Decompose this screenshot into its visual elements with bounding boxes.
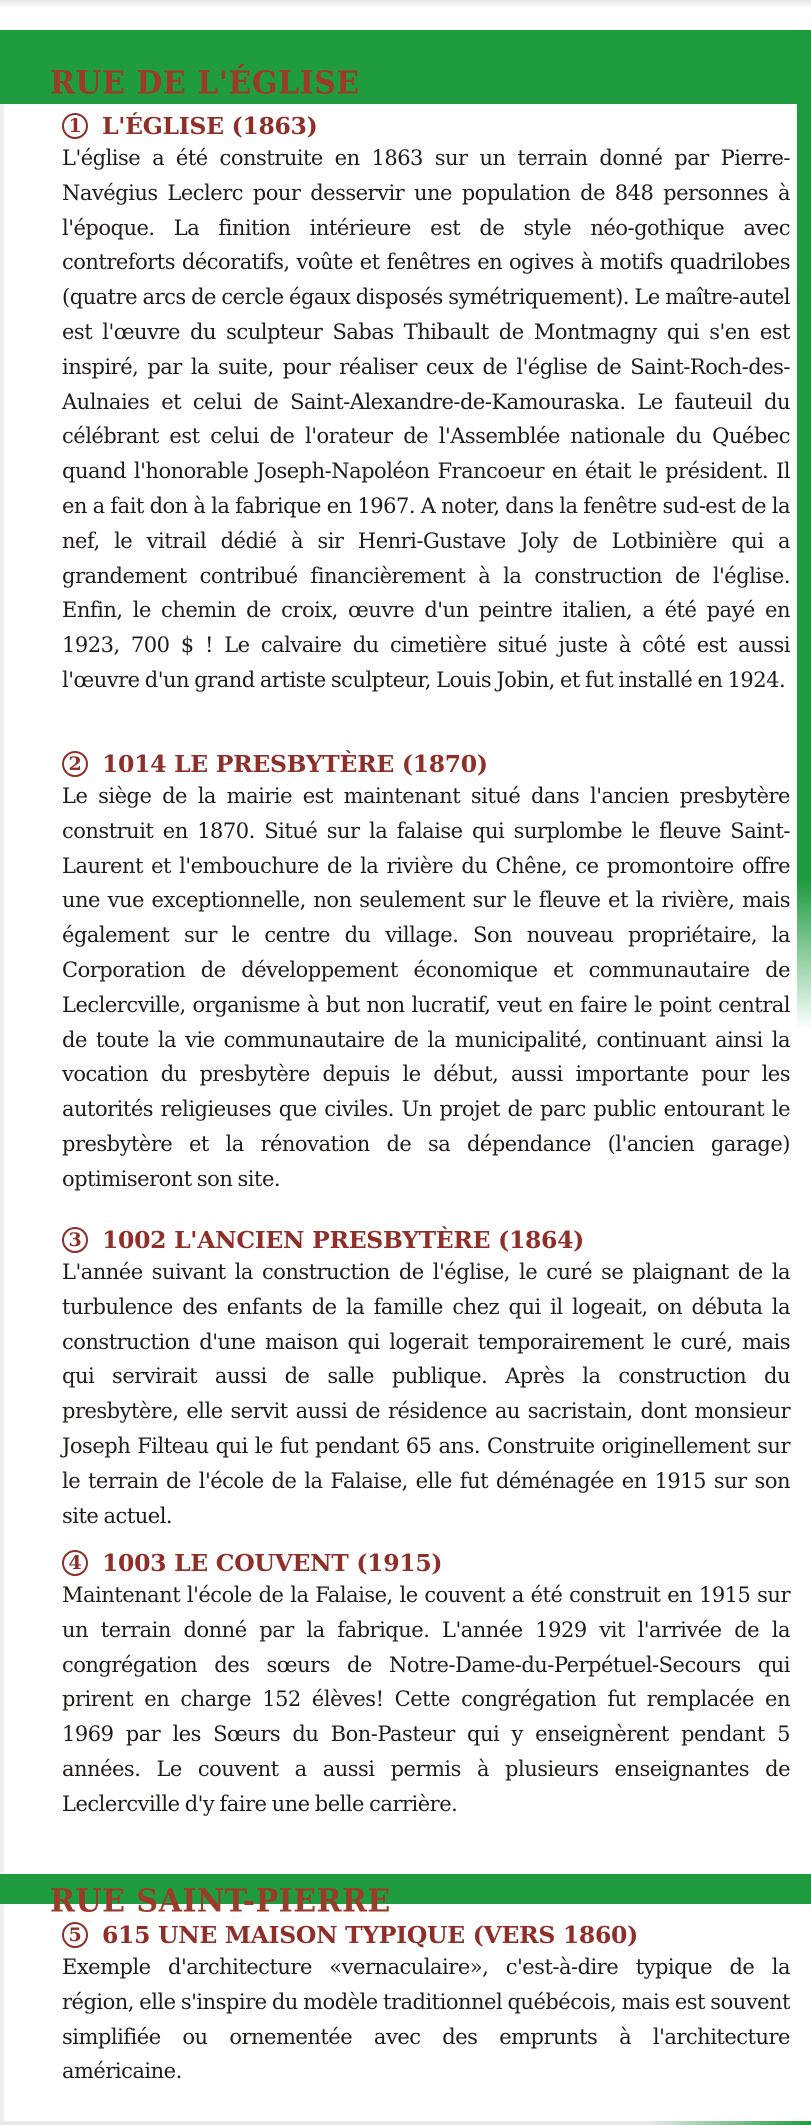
section-couvent bbox=[62, 1548, 790, 1822]
section-heading bbox=[62, 1548, 790, 1578]
page-left-edge bbox=[0, 30, 4, 2125]
page-bottom-edge bbox=[0, 2121, 811, 2125]
section-heading-text: 1014 LE PRESBYTÈRE (1870) bbox=[102, 750, 488, 778]
section-heading-text: 1002 L'ANCIEN PRESBYTÈRE (1864) bbox=[102, 1226, 584, 1254]
section-body: Exemple d'architecture «vernaculaire», c'est-à-dire typique de la région, elle s'inspire du modèle traditionnel québécois, mais est souvent simplifiée ou ornementée avec des emprunts à l'architecture américaine. bbox=[62, 1955, 790, 2084]
circled-number-icon: 5 bbox=[62, 1922, 88, 1948]
section-presbytere bbox=[62, 749, 790, 1197]
circled-number-icon: 4 bbox=[62, 1550, 88, 1576]
circled-number-icon: 3 bbox=[62, 1227, 88, 1253]
section-l-eglise bbox=[62, 111, 790, 698]
circled-number-icon: 2 bbox=[62, 751, 88, 777]
section-ancien-presbytere bbox=[62, 1225, 790, 1533]
circled-number-icon: 1 bbox=[62, 113, 88, 139]
section-heading-text: 615 UNE MAISON TYPIQUE (VERS 1860) bbox=[102, 1921, 638, 1949]
section-body: L'église a été construite en 1863 sur un terrain donné par Pierre-Navégius Leclerc pour desservir une population de 848 personnes à l'époque. La finition intérieure est de style néo-gothique avec contreforts décoratifs, voûte et fenêtres en ogives à motifs quadrilobes (quatre arcs de cercle égaux disposés symétriquement). Le maître-autel est l'œuvre du sculpteur Sabas Thibault de Montmagny qui s'en est inspiré, par la suite, pour réaliser ceux de l'église de Saint-Roch-des-Aulnaies et celui de Saint-Alexandre-de-Kamouraska. Le fauteuil du célébrant est celui de l'orateur de l'Assemblée nationale du Québec quand l'honorable Joseph-Napoléon Francoeur en était le président. Il en a fait don à la fabrique en 1967. A noter, dans la fenêtre sud-est de la nef, le vitrail dédié à sir Henri-Gustave Joly de Lotbinière qui a grandement contribué financièrement à la construction de l'église. Enfin, le chemin de croix, œuvre d'un peintre italien, a été payé en 1923, 700 $ ! Le calvaire du cimetière situé juste à côté est aussi l'œuvre d'un grand artiste sculpteur, Louis Jobin, et fut installé en 1924. bbox=[62, 146, 790, 692]
section-body: Maintenant l'école de la Falaise, le couvent a été construit en 1915 sur un terrain donné par la fabrique. L'année 1929 vit l'arrivée de la congrégation des sœurs de Notre-Dame-du-Perpétuel-Secours qui prirent en charge 152 élèves! Cette congrégation fut remplacée en 1969 par les Sœurs du Bon-Pasteur qui y enseignèrent pendant 5 années. Le couvent a aussi permis à plusieurs enseignantes de Leclercville d'y faire une belle carrière. bbox=[62, 1583, 790, 1816]
section-heading-text: L'ÉGLISE (1863) bbox=[102, 112, 318, 140]
section-body: L'année suivant la construction de l'église, le curé se plaignant de la turbulence des enfants de la famille chez qui il logeait, on débuta la construction d'une maison qui logerait temporairement le curé, mais qui servirait aussi de salle publique. Après la construction du presbytère, elle servit aussi de résidence au sacristain, dont monsieur Joseph Filteau qui le fut pendant 65 ans. Construite originellement sur le terrain de l'école de la Falaise, elle fut déménagée en 1915 sur son site actuel. bbox=[62, 1260, 790, 1528]
right-green-strip bbox=[797, 30, 811, 1030]
section-heading-text: 1003 LE COUVENT (1915) bbox=[102, 1549, 443, 1577]
section-heading bbox=[62, 1920, 790, 1950]
section-heading bbox=[62, 749, 790, 779]
street-title: RUE SAINT-PIERRE bbox=[50, 1883, 391, 1920]
street-title: RUE DE L'ÉGLISE bbox=[50, 65, 360, 102]
section-heading bbox=[62, 111, 790, 141]
section-maison-typique bbox=[62, 1920, 790, 2089]
section-heading bbox=[62, 1225, 790, 1255]
section-body: Le siège de la mairie est maintenant situé dans l'ancien presbytère construit en 1870. Situé sur la falaise qui surplombe le fleuve Saint-Laurent et l'embouchure de la rivière du Chêne, ce promontoire offre une vue exceptionnelle, non seulement sur le fleuve et la rivière, mais également sur le centre du village. Son nouveau propriétaire, la Corporation de développement économique et communautaire de Leclercville, organisme à but non lucratif, veut en faire le point central de toute la vie communautaire de la municipalité, continuant ainsi la vocation du presbytère depuis le début, aussi importante pour les autorités religieuses que civiles. Un projet de parc public entourant le presbytère et la rénovation de sa dépendance (l'ancien garage) optimiseront son site. bbox=[62, 784, 790, 1191]
page-top-edge bbox=[0, 0, 811, 8]
